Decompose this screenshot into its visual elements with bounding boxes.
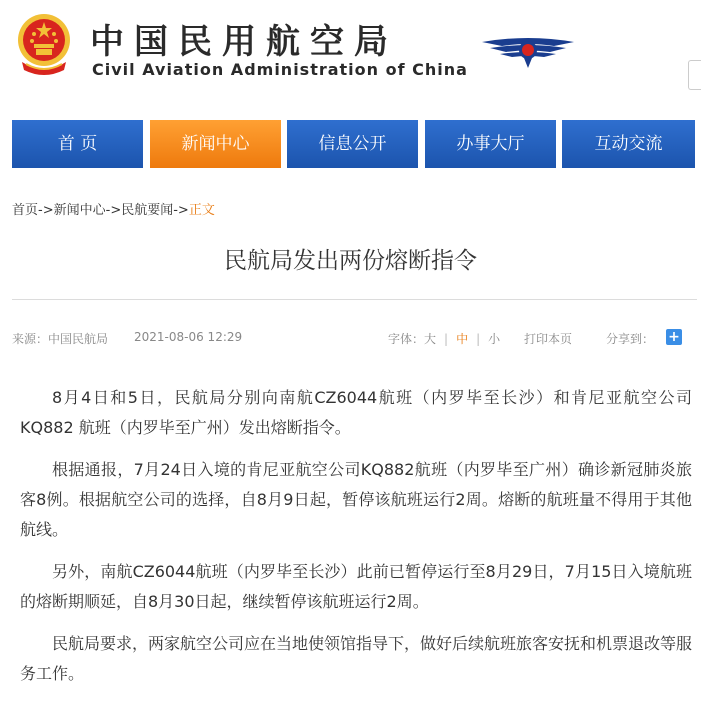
nav-item-interaction[interactable]: 互动交流	[562, 120, 695, 168]
article-paragraph: 8月4日和5日，民航局分别向南航CZ6044航班（内罗毕至长沙）和肯尼亚航空公司KQ882 航班（内罗毕至广州）发出熔断指令。	[20, 388, 692, 437]
breadcrumb-important-link[interactable]: 民航要闻	[121, 203, 174, 218]
breadcrumb-home-link[interactable]: 首页	[12, 203, 39, 218]
national-emblem-icon	[16, 12, 72, 76]
font-size-small-button[interactable]: 小	[488, 332, 501, 346]
breadcrumb	[12, 199, 215, 218]
breadcrumb-separator: ->	[173, 203, 189, 218]
article-paragraph: 根据通报，7月24日入境的肯尼亚航空公司KQ882航班（内罗毕至广州）确诊新冠肺炎旅客8例。根据航空公司的选择，自8月9日起，暂停该航班运行2周。熔断的航班量不得用于其他航线。	[20, 460, 692, 539]
font-size-selector	[388, 330, 500, 347]
search-input[interactable]	[688, 60, 701, 90]
font-size-medium-button[interactable]: 中	[456, 332, 469, 346]
site-title-cn: 中国民用航空局	[90, 22, 398, 62]
nav-item-home[interactable]: 首 页	[12, 120, 143, 168]
article-paragraph: 另外，南航CZ6044航班（内罗毕至长沙）此前已暂停运行至8月29日，7月15日入境航班的熔断期顺延，自8月30日起，继续暂停该航班运行2周。	[20, 562, 692, 611]
breadcrumb-current: 正文	[188, 203, 215, 218]
font-size-large-button[interactable]: 大	[424, 332, 437, 346]
print-page-link[interactable]: 打印本页	[524, 332, 573, 346]
breadcrumb-separator: ->	[38, 203, 54, 218]
article-meta	[12, 330, 701, 348]
main-nav	[12, 120, 701, 168]
nav-item-news-center[interactable]: 新闻中心	[150, 120, 281, 168]
article-date: 2021-08-06 12:29	[134, 330, 243, 344]
font-size-label: 字体：	[388, 332, 425, 346]
article-paragraph: 民航局要求，两家航空公司应在当地使领馆指导下，做好后续航班旅客安抚和机票退改等服务工作。	[20, 634, 693, 683]
nav-item-info-disclosure[interactable]: 信息公开	[287, 120, 418, 168]
article-title: 民航局发出两份熔断指令	[224, 248, 477, 274]
title-divider	[12, 299, 697, 300]
article-source: 来源：中国民航局	[12, 332, 109, 346]
font-size-separator: |	[476, 332, 481, 346]
site-title-en: Civil Aviation Administration of China	[92, 60, 468, 79]
font-size-separator: |	[444, 332, 449, 346]
caac-wings-logo-icon	[480, 30, 576, 70]
share-label: 分享到：	[606, 332, 655, 346]
breadcrumb-news-link[interactable]: 新闻中心	[53, 203, 106, 218]
share-plus-icon[interactable]: +	[666, 329, 682, 345]
nav-item-service-hall[interactable]: 办事大厅	[425, 120, 556, 168]
article-body	[20, 383, 692, 701]
site-header	[0, 0, 701, 110]
breadcrumb-separator: ->	[105, 203, 122, 218]
